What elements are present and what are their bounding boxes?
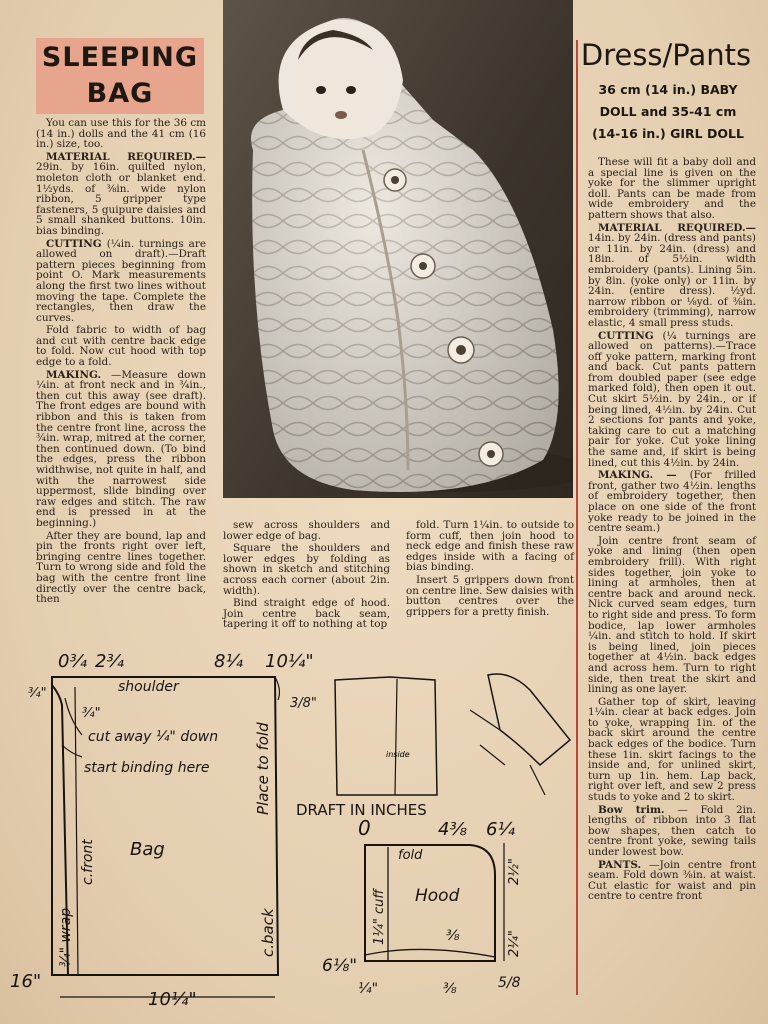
start-binding-arrow	[62, 745, 82, 757]
paragraph-text: Bind straight edge of hood. Join centre back seam, tapering it off to nothing at top	[223, 597, 390, 631]
inner-dim-label: ¾"	[82, 706, 101, 721]
paragraph	[588, 157, 756, 221]
left-dim-label: ¾"	[28, 686, 47, 701]
bag-corner-sketch	[488, 674, 570, 765]
paragraph-text: —Join centre front seam. Fold down ⅜in. at waist. Cut elastic for waist and pin centre to centre front	[588, 858, 756, 903]
sketch-centre-line	[395, 679, 397, 795]
right-text-column	[588, 157, 756, 904]
title-line-2: BAG	[86, 78, 154, 109]
hood-dim-6-1-8: 6⅛"	[322, 956, 358, 976]
paragraph-lead: MAKING.	[46, 368, 102, 381]
paragraph-lead: Bow trim.	[598, 803, 665, 816]
paragraph	[36, 118, 206, 150]
hood-dim-6-1-4: 6¼	[486, 819, 515, 840]
paragraph	[588, 223, 756, 329]
paragraph	[36, 152, 206, 237]
subtitle-line-1: 36 cm (14 in.) BABY	[598, 82, 738, 97]
pattern-draft-drawings	[0, 635, 576, 1024]
draft-heading: DRAFT IN INCHES	[296, 801, 427, 819]
title-line-1: SLEEPING	[41, 42, 199, 73]
hood-dim-4-3-8: 4⅜	[438, 819, 467, 840]
bottom-left-dim: 16"	[10, 971, 42, 992]
paragraph-text: Fold fabric to width of bag and cut with centre back edge to fold. Now cut hood with top edge to a fold.	[36, 324, 206, 369]
sketch-inside-label: inside	[386, 750, 410, 759]
shoulder-label: shoulder	[118, 679, 179, 695]
hood-bottom-five-eighths: 5/8	[498, 975, 521, 991]
hood-inner-dim: ⅜	[446, 928, 460, 944]
hood-neck-curve	[365, 949, 495, 957]
paragraph-lead: CUTTING	[598, 329, 654, 342]
bag-label: Bag	[130, 839, 165, 860]
paragraph	[588, 805, 756, 858]
doll-photo	[223, 0, 573, 498]
paragraph-lead: PANTS.	[598, 858, 642, 871]
paragraph-text: (¼ turnings are allowed on patterns).—Trace off yoke pattern, marking front and back. Cut pants pattern from doubled paper (see edge marked fold), then open it out. Cut skirt 5½in. by 24in., or if being lined, 4½in. by 24in. Cut 2 sections for pants and yoke, taking care to cut a matching pair for yoke. Cut yoke lining the same and, if skirt is being lined, cut this 4½in. by 24in.	[588, 329, 756, 469]
paragraph	[223, 598, 390, 630]
hood-bottom-quarter: ¼"	[358, 981, 379, 997]
dim-0-3-4: 0¾	[58, 651, 87, 672]
wrap-label: ¾" wrap	[58, 907, 74, 967]
paragraph	[36, 370, 206, 529]
bag-outline	[52, 677, 278, 975]
bottom-width-dim: 10¼"	[148, 989, 197, 1010]
bag-sketch-front	[335, 677, 437, 795]
doll-in-sleeping-bag-image	[223, 0, 573, 498]
hood-bottom-three-eighths: ⅜	[443, 981, 457, 997]
paragraph-text: 29in. by 16in. quilted nylon, moleton cloth or blanket end. 1½yds. of ⅜in. wide nylon ribbon, 5 gripper type fasteners, 5 guipure daisies and 5 small shanked buttons. 10in. bias binding.	[36, 161, 206, 237]
paragraph	[223, 543, 390, 596]
place-to-fold-label: Place to fold	[254, 722, 272, 815]
paragraph-text: 14in. by 24in. (dress and pants) or 11in. by 24in. (dress) and 18in. of 5½in. width embroidery (pants). Lining 5in. by 8in. (yoke only) or 11in. by 24in. (entire dress). ½yd. narrow ribbon or ⅛yd. of ⅜in. embroidery (trimming), narrow elastic, 4 small press studs.	[588, 232, 756, 329]
hood-dim-2-1-4: 2¼"	[507, 930, 522, 957]
start-binding-label: start binding here	[84, 760, 210, 776]
paragraph-lead: MATERIAL REQUIRED.—	[46, 150, 206, 163]
hood-zero-label: 0	[358, 816, 371, 840]
middle-text-column-1	[223, 520, 390, 632]
dim-10-1-4: 10¼"	[265, 651, 314, 672]
paragraph	[223, 520, 390, 541]
paragraph-text: — Fold 2in. lengths of ribbon into 3 flat bow shapes, then catch to centre front yoke, sewing tails under lowest bow.	[588, 803, 756, 858]
hood-cuff-label: 1¼" cuff	[372, 889, 387, 945]
paragraph-text: fold. Turn 1¼in. to outside to form cuff, then join hood to neck edge and finish these raw edges inside with a facing of bias binding.	[406, 519, 574, 574]
sketch-fold-lines	[470, 710, 545, 795]
red-vertical-rule	[576, 40, 578, 995]
hood-label: Hood	[415, 886, 460, 906]
paragraph-text: After they are bound, lap and pin the fronts right over left, bringing centre lines together. Turn to wrong side and fold the bag with the centre front line directly over the centre back, then	[36, 529, 206, 606]
paragraph-lead: CUTTING	[46, 237, 102, 250]
paragraph-text: —Measure down ¼in. at front neck and in ¾in., then cut this away (see draft). The front edges are bound with ribbon and this is taken from the centre front line, across the ¾in. wrap, mitred at the corner, then continued down. (To bind the edges, press the ribbon widthwise, not quite in half, and with the narrowest side uppermost, slide binding over raw edges and stitch. The raw end is pressed in at the beginning.)	[36, 368, 206, 529]
left-text-column	[36, 118, 206, 607]
paragraph	[36, 239, 206, 324]
right-dim-label: 3/8"	[290, 696, 317, 711]
c-front-line	[75, 687, 78, 975]
dress-pants-title: Dress/Pants	[580, 38, 752, 72]
hood-dim-2-1-2: 2½"	[507, 858, 522, 885]
paragraph-text: sew across shoulders and lower edge of bag.	[223, 519, 390, 542]
paragraph-text: (¼in. turnings are allowed on draft).—Draft pattern pieces beginning from point O. Mark measurements along the first two lines without moving the tape. Complete the rectangles, then draw the curves.	[36, 237, 206, 324]
paragraph-text: Join centre front seam of yoke and lining (then open embroidery frill). With right sides together, join yoke to lining at armholes, then at centre back and around neck. Nick curved seam edges, turn to right side and press. To form bodice, lap lower armholes ¼in. and stitch to hold. If skirt is being lined, join pieces together at 4½in. back edges and across hem. Turn to right side, then treat the skirt and lining as one layer.	[588, 534, 756, 696]
paragraph	[36, 531, 206, 605]
paragraph	[406, 575, 574, 617]
paragraph-text: Square the shoulders and lower edges by folding as shown in sketch and stitching across each corner (about 2in. width).	[223, 542, 390, 597]
paragraph	[588, 860, 756, 902]
paragraph-lead: MAKING. —	[598, 469, 677, 482]
dim-8-1-4: 8¼	[214, 651, 243, 672]
cut-away-arrow	[65, 698, 82, 735]
paragraph	[588, 470, 756, 534]
paragraph	[406, 520, 574, 573]
paragraph	[588, 536, 756, 695]
paragraph	[588, 331, 756, 469]
cut-away-label: cut away ¼" down	[88, 729, 219, 745]
paragraph	[36, 325, 206, 367]
paragraph-lead: MATERIAL REQUIRED.—	[598, 221, 756, 234]
paragraph-text: Gather top of skirt, leaving 1¼in. clear at back edges. Join to yoke, wrapping 1in. of the back skirt around the centre back edges of the bodice. Turn these 1in. skirt facings to the inside and, for unlined skirt, turn up 1in. hem. Lap back, right over left, and sew 2 press studs to yoke and 2 to skirt.	[588, 695, 756, 804]
sleeping-bag-title-box	[36, 38, 204, 114]
paragraph-text: (For frilled front, gather two 4½in. lengths of embroidery together, then place on one side of the front yoke ready to be joined in the centre seam.)	[588, 469, 756, 535]
paragraph-text: You can use this for the 36 cm (14 in.) dolls and the 41 cm (16 in.) size, too.	[36, 117, 206, 151]
c-back-label: c.back	[259, 908, 277, 957]
subtitle-line-3: (14-16 in.) GIRL DOLL	[592, 126, 744, 141]
middle-text-column-2	[406, 520, 574, 619]
hood-fold-label: fold	[398, 848, 423, 863]
c-front-label: c.front	[80, 839, 96, 885]
subtitle-line-2: DOLL and 35-41 cm	[599, 104, 737, 119]
paragraph-text: Insert 5 grippers down front on centre line. Sew daisies with button centres over the grippers for a pretty finish.	[406, 573, 574, 618]
dim-2-3-4: 2¾	[95, 651, 124, 672]
paragraph-text: These will fit a baby doll and a special line is given on the yoke for the slimmer upright doll. Pants can be made from wide embroidery and the pattern shows that also.	[588, 156, 756, 221]
paragraph	[588, 697, 756, 803]
